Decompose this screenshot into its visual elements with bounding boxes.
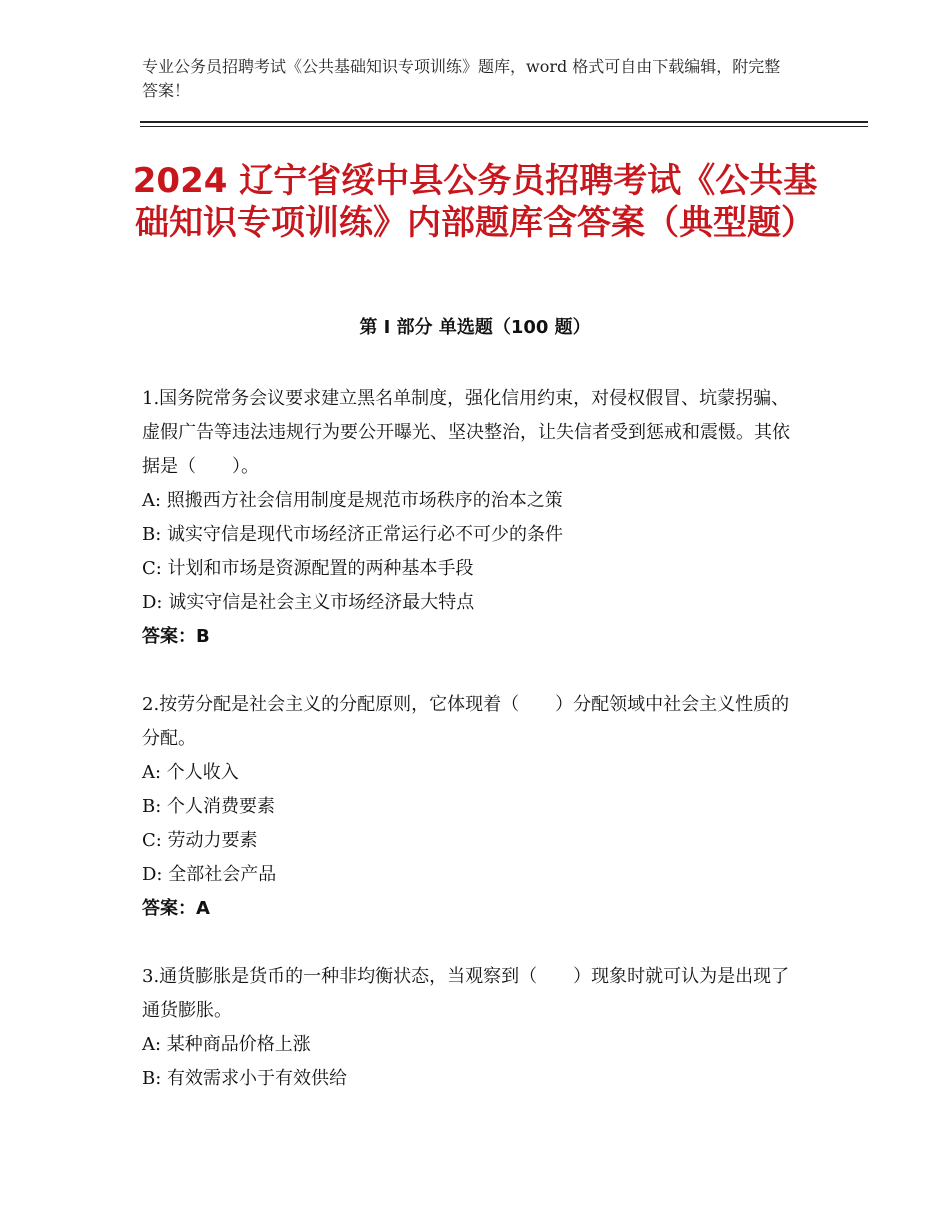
option-d: D: 诚实守信是社会主义市场经济最大特点 — [142, 592, 475, 613]
question-stem: 2.按劳分配是社会主义的分配原则，它体现着（ ）分配领域中社会主义性质的分配。 — [142, 694, 790, 749]
option-b: B: 诚实守信是现代市场经济正常运行必不可少的条件 — [142, 524, 564, 545]
header-rule-thin — [140, 126, 868, 127]
option-a: A: 个人收入 — [142, 762, 239, 783]
question-1 — [142, 382, 802, 654]
option-d: D: 全部社会产品 — [142, 864, 277, 885]
answer-line: 答案：B — [142, 626, 210, 647]
option-b: B: 有效需求小于有效供给 — [142, 1068, 348, 1089]
option-a: A: 某种商品价格上涨 — [142, 1034, 311, 1055]
section-title: 第 I 部分 单选题（100 题） — [359, 317, 591, 338]
option-c: C: 劳动力要素 — [142, 830, 258, 851]
question-stem: 1.国务院常务会议要求建立黑名单制度，强化信用约束，对侵权假冒、坑蒙拐骗、虚假广告等违法违规行为要公开曝光、坚决整治，让失信者受到惩戒和震慑。其依据是（ ）。 — [142, 388, 790, 477]
option-a: A: 照搬西方社会信用制度是规范市场秩序的治本之策 — [142, 490, 563, 511]
document-title: 2024 辽宁省绥中县公务员招聘考试《公共基础知识专项训练》内部题库含答案（典型题） — [132, 161, 818, 243]
question-list — [142, 382, 802, 1130]
header-rule-thick — [140, 121, 868, 123]
question-stem: 3.通货膨胀是货币的一种非均衡状态，当观察到（ ）现象时就可认为是出现了通货膨胀。 — [142, 966, 790, 1021]
header-note: 专业公务员招聘考试《公共基础知识专项训练》题库，word 格式可自由下载编辑，附完整答案！ — [142, 57, 781, 100]
question-3 — [142, 960, 802, 1096]
option-c: C: 计划和市场是资源配置的两种基本手段 — [142, 558, 474, 579]
question-2 — [142, 688, 802, 926]
answer-line: 答案：A — [142, 898, 210, 919]
option-b: B: 个人消费要素 — [142, 796, 276, 817]
